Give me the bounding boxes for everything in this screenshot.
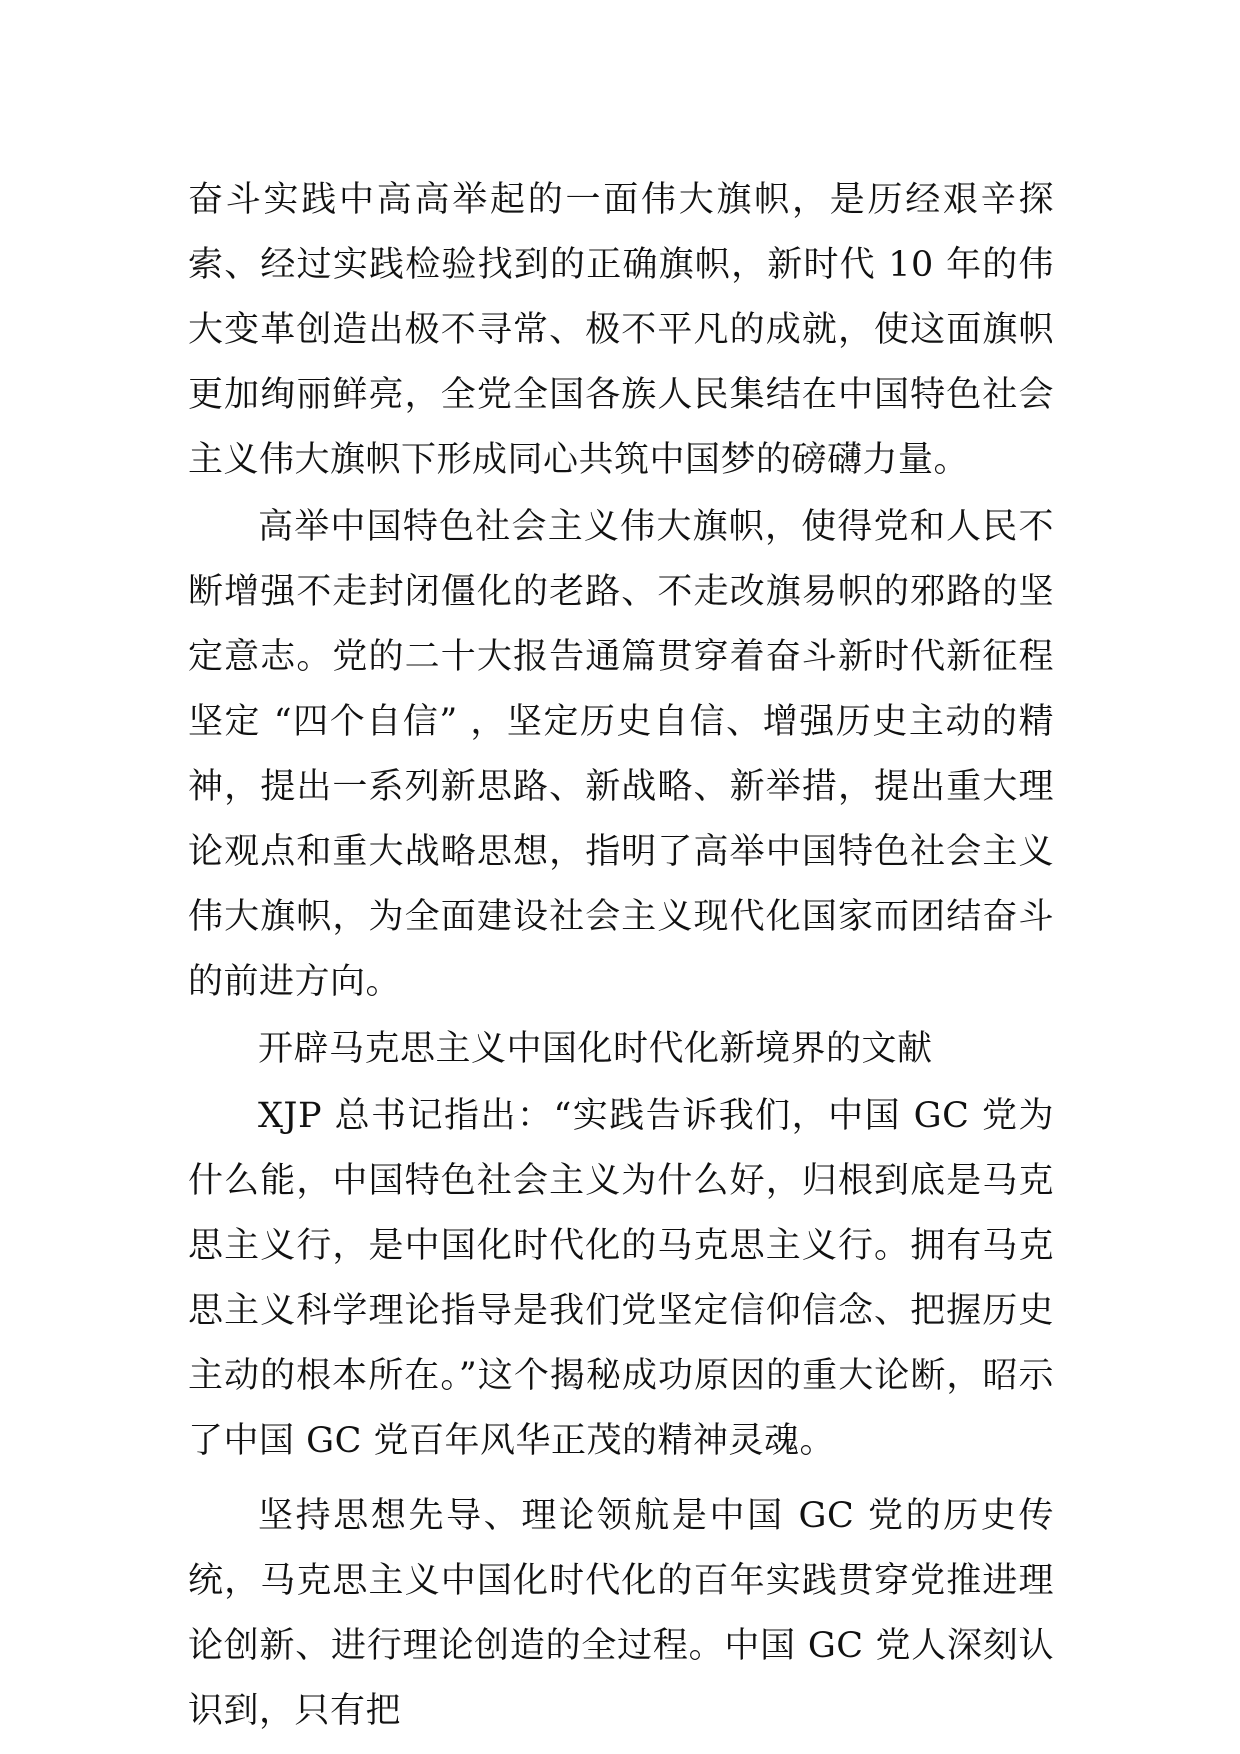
paragraph-theory-tradition: 坚持思想先导、理论领航是中国 GC 党的历史传统，马克思主义中国化时代化的百年实践贯穿党推进理论创新、进行理论创造的全过程。中国 GC 党人深刻认识到，只有把 [188, 1496, 1054, 1731]
section-heading-sinicization: 开辟马克思主义中国化时代化新境界的文献 [258, 1029, 933, 1069]
paragraph-flag-continuation: 奋斗实践中高高举起的一面伟大旗帜，是历经艰辛探索、经过实践检验找到的正确旗帜，新时代 10 年的伟大变革创造出极不寻常、极不平凡的成就，使这面旗帜更加绚丽鲜亮，全党全国各族人民集结在中国特色社会主义伟大旗帜下形成同心共筑中国梦的磅礴力量。 [188, 180, 1054, 480]
paragraph-quote-practice: XJP 总书记指出：“实践告诉我们，中国 GC 党为什么能，中国特色社会主义为什么好，归根到底是马克思主义行，是中国化时代化的马克思主义行。拥有马克思主义科学理论指导是我们党坚定信仰信念、把握历史主动的根本所在。”这个揭秘成功原因的重大论断，昭示了中国 GC 党百年风华正茂的精神灵魂。 [188, 1096, 1054, 1461]
document-body [188, 168, 1054, 1744]
paragraph-uphold-banner: 高举中国特色社会主义伟大旗帜，使得党和人民不断增强不走封闭僵化的老路、不走改旗易帜的邪路的坚定意志。党的二十大报告通篇贯穿着奋斗新时代新征程坚定 “四个自信” ，坚定历史自信、增强历史主动的精神，提出一系列新思路、新战略、新举措，提出重大理论观点和重大战略思想，指明了高举中国特色社会主义伟大旗帜，为全面建设社会主义现代化国家而团结奋斗的前进方向。 [188, 507, 1054, 1002]
